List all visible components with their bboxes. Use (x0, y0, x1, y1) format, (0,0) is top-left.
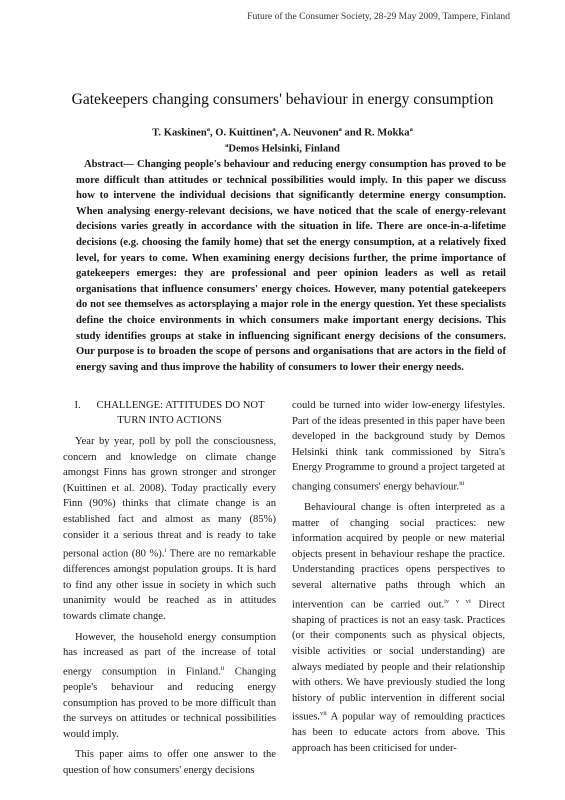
affiliation-mark: a (409, 126, 413, 133)
section-number: I. (74, 400, 81, 411)
endnote-marker: vii (319, 710, 327, 718)
affiliation-mark: a (272, 126, 276, 133)
paragraph-text: This paper aims to offer one answer to the question of how consumers' energy decisions (63, 749, 276, 776)
paragraph-text: Behavioural change is often interpreted as a matter of changing social practices: new information acquired by people or new material objects present in behaviour reshape the practice. Understanding practices opens perspectives to several alternative paths through which an intervention can be carried out. (292, 502, 505, 611)
endnote-marker: ii (220, 664, 225, 672)
endnote-marker: iv v vi (444, 597, 471, 605)
separator: and (341, 127, 365, 139)
separator: , (275, 127, 281, 139)
body-paragraph (63, 747, 276, 778)
paragraph-text: Direct shaping of practices is not an easy task. Practices (or their components such as physical objects, visible activities or social understanding) are always mediated by people and their relationship with others. We have previously studied the long history of public intervention in different social issues. (292, 599, 505, 723)
endnote-marker: iii (459, 479, 465, 487)
left-column (63, 398, 276, 784)
separator: , (209, 127, 216, 139)
author-list (0, 124, 565, 140)
affiliation (0, 140, 565, 156)
affiliation-mark: a (225, 141, 229, 149)
author-name: R. Mokka (364, 127, 410, 139)
author-block (0, 124, 565, 155)
affiliation-mark: a (338, 126, 342, 133)
abstract (76, 157, 506, 375)
author-name: O. Kuittinen (215, 127, 273, 139)
paragraph-text: However, the household energy consumption has increased as part of the increase of total energy consumption in Finland. (63, 631, 276, 678)
affiliation-mark: a (206, 126, 210, 133)
paragraph-text: could be turned into wider low-energy lifestyles. Part of the ideas presented in this paper have been developed in the background study by Demos Helsinki think tank commissioned by Sitra's Energy Programme to ground a project targeted at changing consumers' energy behaviour. (292, 400, 505, 493)
paper-title: Gatekeepers changing consumers' behaviour in energy consumption (71, 91, 494, 108)
paragraph-text: Year by year, poll by poll the consciousness, concern and knowledge on climate change amongst Finns has grown stronger and stronger (Kuittinen et al. 2008). Today practically every Finn (90%) thinks that climate change is an established fact and almost as many (85%) consider it a serious threat and is ready to take personal action (80 %). (63, 436, 276, 560)
author-name: T. Kaskinen (152, 127, 207, 139)
paragraph-text: There are no remarkable differences amongst population groups. It is hard to find any other issue in society in which such unanimity would be reached as in attitudes towards climate change. (63, 548, 276, 623)
affiliation-text: Demos Helsinki, Finland (228, 143, 340, 155)
author-name: A. Neuvonen (280, 127, 339, 139)
abstract-text: Abstract— Changing people's behaviour and reducing energy consumption has proved to be more difficult than attitudes or technical possibilities would imply. In this paper we discuss how to intervene the individual decisions that significantly determine energy consumption. When analysing energy-relevant decisions, we have noticed that the scale of energy-relevant decisions varies greatly in accordance with the situation in life. There are once-in-a-lifetime decisions (e.g. choosing the family home) that set the energy consumption, at a relatively fixed level, for years to come. When examining energy decisions further, the prime importance of gatekeepers emerges: they are professional and peer opinion leaders as well as retail organisations that influence consumers' energy choices. However, many potential gatekeepers do not see themselves as actorsplaying a major role in the energy question. Yet these specialists define the choice environments in which consumers make important energy decisions. This study identifies groups at stake in influencing significant energy decisions of the consumers. Our purpose is to broaden the scope of persons and organisations that are actors in the field of energy saving and thus improve the hability of consumers to lower their energy needs. (76, 159, 506, 373)
running-header: Future of the Consumer Society, 28-29 May 2009, Tampere, Finland (247, 11, 510, 22)
body-paragraph (292, 500, 505, 757)
right-column (292, 398, 505, 757)
section-heading (63, 398, 276, 428)
paragraph-text: A popular way of remoulding practices has been to educate actors from above. This approach has been criticised for under- (292, 711, 505, 755)
endnote-marker: i (164, 547, 167, 555)
paragraph-text: Changing people's behaviour and reducing energy consumption has proved to be more difficult than the surveys on attitudes or technical possibilities would imply. (63, 666, 276, 740)
body-paragraph (63, 630, 276, 743)
body-paragraph (63, 434, 276, 625)
body-paragraph (292, 398, 505, 495)
section-title: CHALLENGE: ATTITUDES DO NOT TURN INTO ACTIONS (96, 400, 265, 426)
